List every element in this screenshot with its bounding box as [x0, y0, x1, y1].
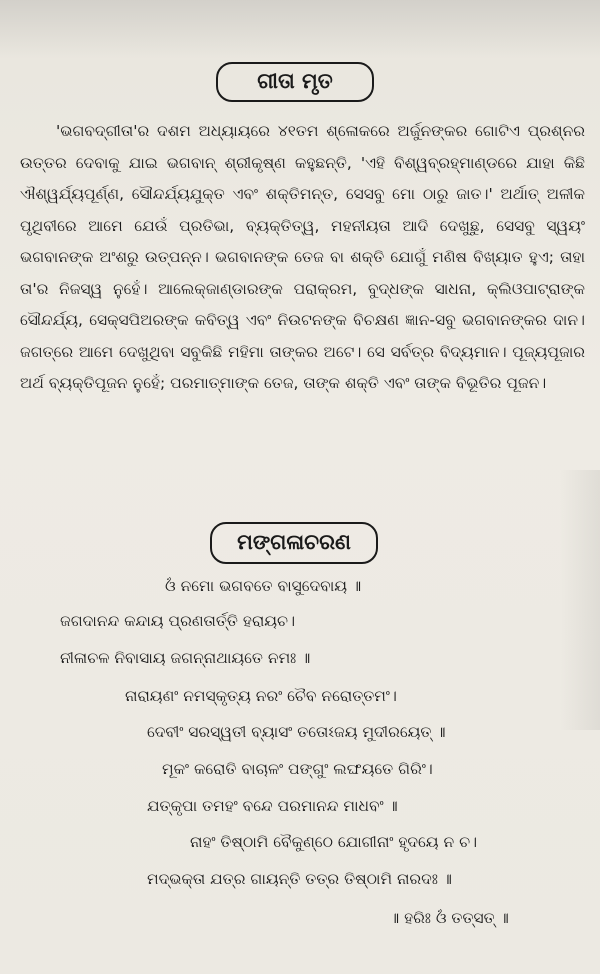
verse-line: ନାରାୟଣଂ ନମସ୍କୃତ୍ୟ ନରଂ ଚୈବ ନରୋତ୍ତମଂ।	[125, 687, 397, 705]
verse-line: ଜଗଦାନନ୍ଦ କନ୍ଦାୟ ପ୍ରଣତାର୍ତ୍ତି ହରାୟଚ।	[60, 612, 296, 630]
verse-line: ନାହଂ ତିଷ୍ଠାମି ବୈକୁଣ୍ଠେ ଯୋଗୀନାଂ ହୃଦୟେ ନ ଚ।	[190, 833, 478, 851]
page-shadow-top	[0, 0, 600, 58]
section-heading-mangalacharana: ମଙ୍ଗଳାଚରଣ	[210, 522, 378, 564]
verse-line: ଓଁ ନମୋ ଭଗବତେ ବାସୁଦେବାୟ ॥	[165, 577, 362, 595]
verse-line: ମଦ୍‌ଭକ୍ତା ଯତ୍ର ଗାୟନ୍ତି ତତ୍ର ତିଷ୍ଠାମି ନାରଦଃ ॥	[147, 870, 452, 888]
verse-line: ନୀଳାଚଳ ନିବାସାୟ ଜଗନ୍ନାଥାୟତେ ନମଃ ॥	[60, 649, 311, 667]
verse-line: ମୂକଂ କରୋତି ବାଚାଳଂ ପଙ୍ଗୁଂ ଲଙ୍ଘୟତେ ଗିରିଂ।	[162, 760, 433, 778]
verse-line: ଦେବୀଂ ସରସ୍ୱତୀ ବ୍ୟାସଂ ତତୋଽଜୟ ମୁଦୀରୟେତ୍ ॥	[147, 723, 446, 741]
body-paragraph: 'ଭଗବଦ୍‌ଗୀତା'ର ଦଶମ ଅଧ୍ୟାୟରେ ୪୧ତମ ଶ୍ଳୋକରେ ଅର୍ଜୁନଙ୍କର ଗୋଟିଏ ପ୍ରଶ୍ନର ଉତ୍ତର ଦେବାକୁ ଯାଇ ଭଗବାନ୍ ଶ୍ରୀକୃଷ୍ଣ କହୁଛନ୍ତି, 'ଏହି ବିଶ୍ୱବ୍ରହ୍ମାଣ୍ଡରେ ଯାହା କିଛି ଐଶ୍ୱର୍ଯ୍ୟପୂର୍ଣ୍ଣ, ସୌନ୍ଦର୍ଯ୍ୟଯୁକ୍ତ ଏବଂ ଶକ୍ତିମନ୍ତ, ସେସବୁ ମୋ ଠାରୁ ଜାତ।' ଅର୍ଥାତ୍ ଅଳୀକ ପୃଥିବୀରେ ଆମେ ଯେଉଁ ପ୍ରତିଭା, ବ୍ୟକ୍ତିତ୍ୱ, ମହନୀୟତା ଆଦି ଦେଖୁଛୁ, ସେସବୁ ସ୍ୱୟଂ ଭଗବାନଙ୍କ ଅଂଶରୁ ଉତ୍ପନ୍ନ। ଭଗବାନଙ୍କ ତେଜ ବା ଶକ୍ତି ଯୋଗୁଁ ମଣିଷ ବିଖ୍ୟାତ ହୁଏ; ତାହା ତା'ର ନିଜସ୍ୱ ନୁହେଁ। ଆଲେକ୍‌ଜାଣ୍ଡାରଙ୍କ ପରାକ୍ରମ, ବୁଦ୍ଧଙ୍କ ସାଧନା, କ୍ଲିଓପାଟ୍ରାଙ୍କ ସୌନ୍ଦର୍ଯ୍ୟ, ସେକ୍ସପିଅରଙ୍କ କବିତ୍ୱ ଏବଂ ନିଉଟନଙ୍କ ବିଚକ୍ଷଣ ଜ୍ଞାନ-ସବୁ ଭଗବାନଙ୍କର ଦାନ। ଜଗତ୍‌ରେ ଆମେ ଦେଖୁଥିବା ସବୁକିଛି ମହିମା ତାଙ୍କର ଅଟେ। ସେ ସର୍ବତ୍ର ବିଦ୍ୟମାନ। ପୂଜ୍ୟପୂଜାର ଅର୍ଥ ବ୍ୟକ୍ତିପୂଜନ ନୁହେଁ; ପରମାତ୍ମାଙ୍କ ତେଜ, ତାଙ୍କ ଶକ୍ତି ଏବଂ ତାଙ୍କ ବିଭୂତିର ପୂଜନ।	[20, 122, 585, 392]
page-shadow-right	[560, 470, 600, 730]
verse-line: ଯତ୍‌କୃପା ତମହଂ ବନ୍ଦେ ପରମାନନ୍ଦ ମାଧବଂ ॥	[147, 797, 398, 815]
closing-invocation: ॥ ହରିଃ ଓଁ ତତ୍‌ସତ୍ ॥	[390, 909, 509, 927]
body-text-block	[20, 116, 585, 400]
section-heading-gita-amrita: ଗୀତା ମୃତ	[216, 62, 374, 102]
